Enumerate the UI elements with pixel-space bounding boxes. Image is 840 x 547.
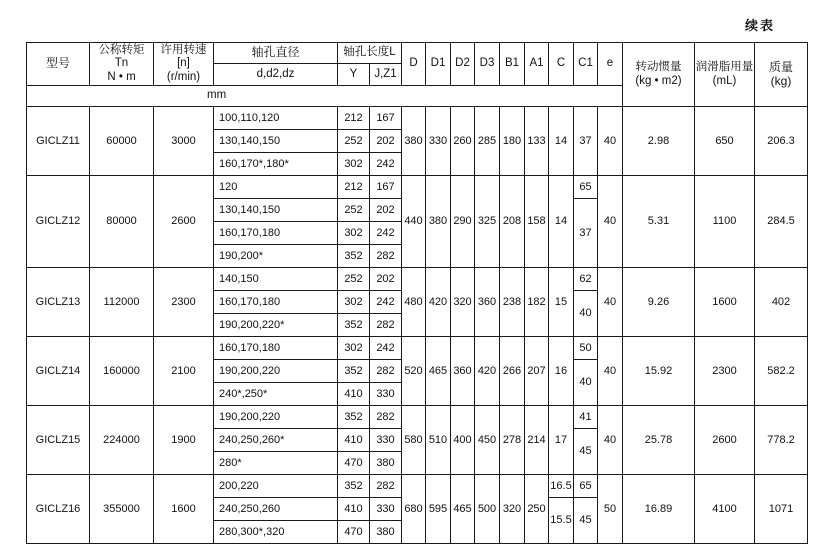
D2-cell: 260 <box>451 107 475 176</box>
continued-label: 续表 <box>745 18 776 33</box>
B1-cell: 266 <box>500 337 525 406</box>
table-row <box>27 176 808 199</box>
torque-cell: 160000 <box>90 337 154 406</box>
C1-cell: 37 <box>574 199 598 268</box>
header-D2: D2 <box>451 43 475 86</box>
bore-cell: 190,200,220 <box>214 406 338 429</box>
y-cell: 212 <box>338 107 370 130</box>
torque-cell: 355000 <box>90 475 154 544</box>
D3-cell: 325 <box>475 176 500 268</box>
grease-title: 润滑脂用量 <box>695 61 754 74</box>
jz-cell: 282 <box>370 245 402 268</box>
speed-cell: 1900 <box>154 406 214 475</box>
bore-cell: 120 <box>214 176 338 199</box>
jz-cell: 202 <box>370 130 402 153</box>
mass-cell: 206.3 <box>755 107 808 176</box>
torque-cell: 80000 <box>90 176 154 268</box>
jz-cell: 330 <box>370 429 402 452</box>
B1-cell: 180 <box>500 107 525 176</box>
e-cell: 40 <box>598 176 623 268</box>
bore-cell: 160,170*,180* <box>214 153 338 176</box>
D2-cell: 465 <box>451 475 475 544</box>
torque-cell: 112000 <box>90 268 154 337</box>
C1-cell: 45 <box>574 498 598 544</box>
inertia-title: 转动惯量 <box>635 61 682 74</box>
jz-cell: 167 <box>370 176 402 199</box>
jz-cell: 282 <box>370 406 402 429</box>
header-mass <box>755 43 808 107</box>
header-C1: C1 <box>574 43 598 86</box>
C-cell: 14 <box>549 176 574 268</box>
D-cell: 480 <box>402 268 426 337</box>
mass-title: 质量 <box>768 59 793 74</box>
bore-cell: 190,200* <box>214 245 338 268</box>
header-len-y: Y <box>338 64 370 86</box>
e-cell: 40 <box>598 268 623 337</box>
C1-cell: 45 <box>574 429 598 475</box>
D1-cell: 330 <box>426 107 451 176</box>
model-cell: GICLZ14 <box>27 337 90 406</box>
jz-cell: 242 <box>370 153 402 176</box>
C1-cell: 50 <box>574 337 598 360</box>
speed-cell: 2300 <box>154 268 214 337</box>
model-cell: GICLZ15 <box>27 406 90 475</box>
C-cell: 16 <box>549 337 574 406</box>
e-cell: 50 <box>598 475 623 544</box>
header-torque <box>90 43 154 86</box>
y-cell: 470 <box>338 452 370 475</box>
inertia-cell: 16.89 <box>623 475 695 544</box>
model-cell: GICLZ12 <box>27 176 90 268</box>
C-cell: 16.5 <box>549 475 574 498</box>
y-cell: 352 <box>338 475 370 498</box>
B1-cell: 208 <box>500 176 525 268</box>
torque-unit: N • m <box>107 70 136 83</box>
header-A1: A1 <box>525 43 549 86</box>
header-C: C <box>549 43 574 86</box>
jz-cell: 242 <box>370 337 402 360</box>
y-cell: 352 <box>338 406 370 429</box>
B1-cell: 238 <box>500 268 525 337</box>
y-cell: 352 <box>338 360 370 383</box>
table-row <box>27 107 808 130</box>
model-cell: GICLZ11 <box>27 107 90 176</box>
header-B1: B1 <box>500 43 525 86</box>
mass-cell: 582.2 <box>755 337 808 406</box>
torque-cell: 60000 <box>90 107 154 176</box>
jz-cell: 330 <box>370 383 402 406</box>
D-cell: 520 <box>402 337 426 406</box>
A1-cell: 250 <box>525 475 549 544</box>
inertia-cell: 5.31 <box>623 176 695 268</box>
C-cell: 17 <box>549 406 574 475</box>
mass-unit: (kg) <box>770 73 792 88</box>
model-cell: GICLZ13 <box>27 268 90 337</box>
header-D3: D3 <box>475 43 500 86</box>
C1-cell: 62 <box>574 268 598 291</box>
jz-cell: 242 <box>370 222 402 245</box>
inertia-unit: (kg • m2) <box>635 74 682 87</box>
D1-cell: 420 <box>426 268 451 337</box>
table-row <box>27 337 808 360</box>
bore-cell: 240,250,260* <box>214 429 338 452</box>
bore-cell: 130,140,150 <box>214 130 338 153</box>
C1-cell: 40 <box>574 360 598 406</box>
bore-cell: 160,170,180 <box>214 337 338 360</box>
inertia-cell: 2.98 <box>623 107 695 176</box>
D2-cell: 400 <box>451 406 475 475</box>
mass-cell: 1071 <box>755 475 808 544</box>
speed-title: 许用转速 <box>160 44 207 57</box>
header-bore-sub: d,d2,dz <box>214 64 338 86</box>
header-e: e <box>598 43 623 86</box>
D-cell: 440 <box>402 176 426 268</box>
grease-cell: 1100 <box>695 176 755 268</box>
y-cell: 410 <box>338 429 370 452</box>
header-grease <box>695 43 755 107</box>
C1-cell: 65 <box>574 475 598 498</box>
A1-cell: 214 <box>525 406 549 475</box>
bore-cell: 140,150 <box>214 268 338 291</box>
y-cell: 252 <box>338 268 370 291</box>
jz-cell: 282 <box>370 475 402 498</box>
e-cell: 40 <box>598 406 623 475</box>
A1-cell: 158 <box>525 176 549 268</box>
grease-cell: 2300 <box>695 337 755 406</box>
bore-cell: 280* <box>214 452 338 475</box>
D3-cell: 420 <box>475 337 500 406</box>
inertia-cell: 25.78 <box>623 406 695 475</box>
y-cell: 302 <box>338 337 370 360</box>
jz-cell: 330 <box>370 498 402 521</box>
D-cell: 580 <box>402 406 426 475</box>
table-row <box>27 268 808 291</box>
D3-cell: 450 <box>475 406 500 475</box>
mass-cell: 778.2 <box>755 406 808 475</box>
speed-cell: 1600 <box>154 475 214 544</box>
y-cell: 410 <box>338 498 370 521</box>
grease-cell: 2600 <box>695 406 755 475</box>
bore-cell: 190,200,220* <box>214 314 338 337</box>
jz-cell: 202 <box>370 268 402 291</box>
bore-cell: 130,140,150 <box>214 199 338 222</box>
jz-cell: 380 <box>370 521 402 544</box>
B1-cell: 320 <box>500 475 525 544</box>
bore-cell: 100,110,120 <box>214 107 338 130</box>
C1-cell: 37 <box>574 107 598 176</box>
B1-cell: 278 <box>500 406 525 475</box>
speed-cell: 3000 <box>154 107 214 176</box>
grease-cell: 1600 <box>695 268 755 337</box>
jz-cell: 282 <box>370 314 402 337</box>
y-cell: 252 <box>338 199 370 222</box>
bore-cell: 160,170,180 <box>214 222 338 245</box>
bore-cell: 200,220 <box>214 475 338 498</box>
speed-cell: 2600 <box>154 176 214 268</box>
y-cell: 302 <box>338 291 370 314</box>
grease-cell: 4100 <box>695 475 755 544</box>
A1-cell: 182 <box>525 268 549 337</box>
y-cell: 252 <box>338 130 370 153</box>
model-cell: GICLZ16 <box>27 475 90 544</box>
mass-cell: 402 <box>755 268 808 337</box>
C-cell: 15.5 <box>549 498 574 544</box>
y-cell: 302 <box>338 222 370 245</box>
jz-cell: 380 <box>370 452 402 475</box>
D1-cell: 595 <box>426 475 451 544</box>
bore-cell: 190,200,220 <box>214 360 338 383</box>
y-cell: 352 <box>338 314 370 337</box>
header-model: 型号 <box>27 43 90 86</box>
bore-cell: 160,170,180 <box>214 291 338 314</box>
speed-unit: (r/min) <box>166 70 201 83</box>
D3-cell: 360 <box>475 268 500 337</box>
jz-cell: 242 <box>370 291 402 314</box>
torque-symbol: Tn <box>114 57 129 70</box>
mass-cell: 284.5 <box>755 176 808 268</box>
speed-symbol: [n] <box>177 57 190 70</box>
bore-cell: 240*,250* <box>214 383 338 406</box>
C1-cell: 65 <box>574 176 598 199</box>
y-cell: 352 <box>338 245 370 268</box>
bore-cell: 280,300*,320 <box>214 521 338 544</box>
header-speed <box>154 43 214 86</box>
header-unit-mm: mm <box>27 86 623 107</box>
header-inertia <box>623 43 695 107</box>
D2-cell: 290 <box>451 176 475 268</box>
header-bore: 轴孔直径 <box>214 43 338 64</box>
bore-cell: 240,250,260 <box>214 498 338 521</box>
y-cell: 470 <box>338 521 370 544</box>
header-D: D <box>402 43 426 86</box>
D-cell: 680 <box>402 475 426 544</box>
A1-cell: 207 <box>525 337 549 406</box>
coupling-spec-table <box>26 42 808 544</box>
C-cell: 14 <box>549 107 574 176</box>
y-cell: 410 <box>338 383 370 406</box>
A1-cell: 133 <box>525 107 549 176</box>
D3-cell: 500 <box>475 475 500 544</box>
D-cell: 380 <box>402 107 426 176</box>
table-row <box>27 475 808 498</box>
y-cell: 302 <box>338 153 370 176</box>
D2-cell: 360 <box>451 337 475 406</box>
torque-title: 公称转矩 <box>98 44 145 57</box>
speed-cell: 2100 <box>154 337 214 406</box>
D3-cell: 285 <box>475 107 500 176</box>
grease-cell: 650 <box>695 107 755 176</box>
inertia-cell: 15.92 <box>623 337 695 406</box>
header-len-jz: J,Z1 <box>370 64 402 86</box>
D1-cell: 380 <box>426 176 451 268</box>
D1-cell: 465 <box>426 337 451 406</box>
header-length: 轴孔长度L <box>338 43 402 64</box>
grease-unit: (mL) <box>712 74 737 87</box>
C1-cell: 40 <box>574 291 598 337</box>
jz-cell: 282 <box>370 360 402 383</box>
header-D1: D1 <box>426 43 451 86</box>
torque-cell: 224000 <box>90 406 154 475</box>
jz-cell: 202 <box>370 199 402 222</box>
jz-cell: 167 <box>370 107 402 130</box>
y-cell: 212 <box>338 176 370 199</box>
C-cell: 15 <box>549 268 574 337</box>
D2-cell: 320 <box>451 268 475 337</box>
C1-cell: 41 <box>574 406 598 429</box>
e-cell: 40 <box>598 107 623 176</box>
table-row <box>27 406 808 429</box>
e-cell: 40 <box>598 337 623 406</box>
inertia-cell: 9.26 <box>623 268 695 337</box>
D1-cell: 510 <box>426 406 451 475</box>
